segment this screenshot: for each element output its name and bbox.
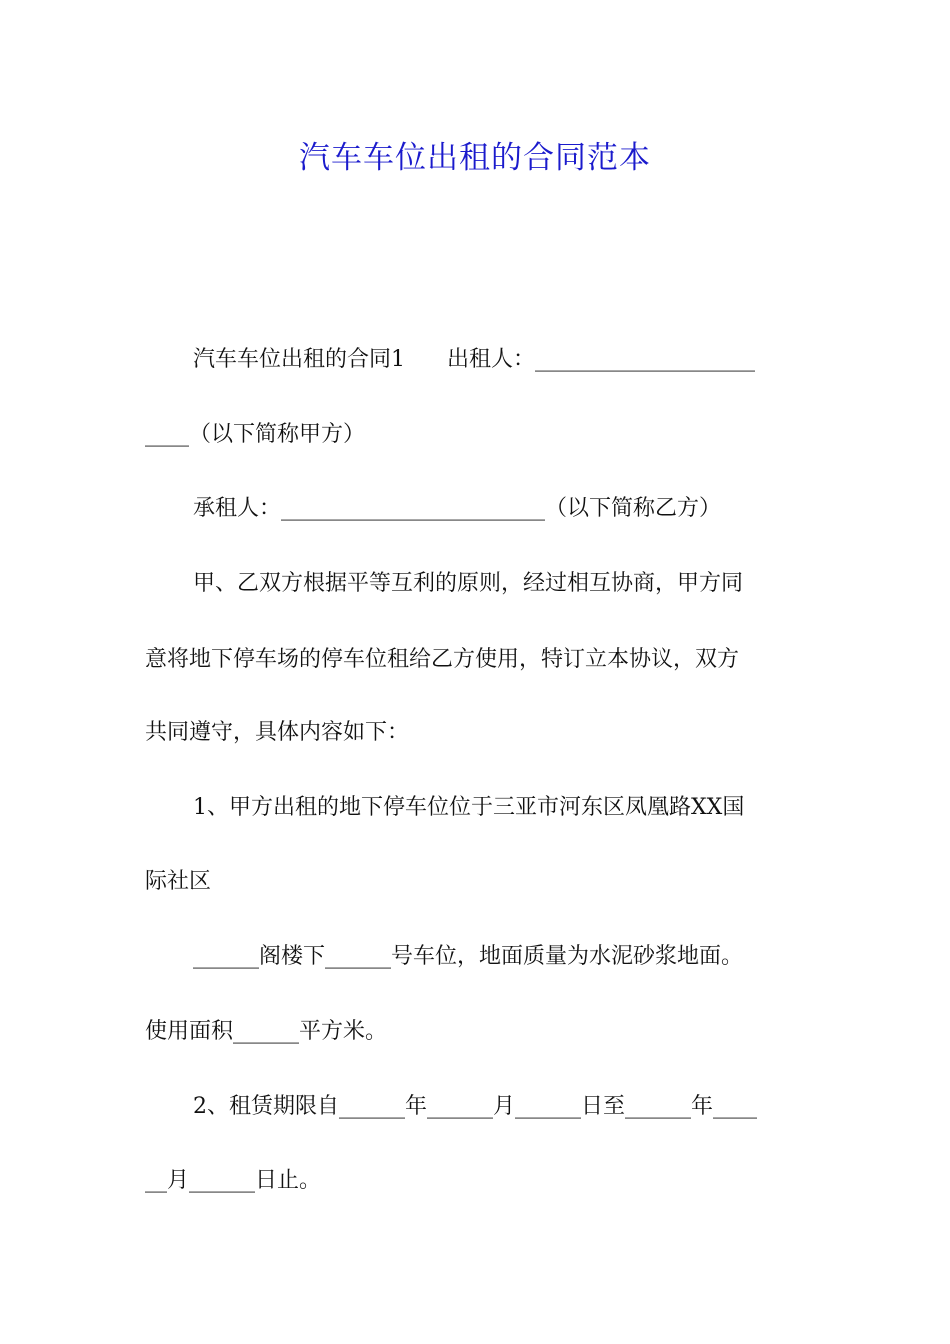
clause-1-continuation: 际社区 [145,869,212,894]
lessor-alias-line: ____（以下简称甲方） [145,422,366,447]
document-title: 汽车车位出租的合同范本 [299,140,651,176]
clause-1-line: 1、甲方出租的地下停车位位于三亚市河东区凤凰路XX国 [193,795,745,820]
paragraph-line: 共同遵守，具体内容如下： [145,720,410,745]
paragraph-line: 意将地下停车场的停车位租给乙方使用，特订立本协议，双方 [145,647,740,672]
area-line: 使用面积______平方米。 [145,1019,388,1044]
clause-2-continuation: __月______日止。 [145,1168,322,1193]
lessee-line: 承租人：________________________（以下简称乙方） [193,496,722,521]
contract-heading-line [193,345,813,375]
parking-spot-line: ______阁楼下______号车位，地面质量为水泥砂浆地面。 [193,944,744,969]
paragraph-line: 甲、乙双方根据平等互利的原则，经过相互协商，甲方同 [193,571,744,596]
clause-2-line: 2、租赁期限自______年______月______日至______年____ [193,1094,757,1119]
lessor-field: 出租人：____________________ [447,347,756,372]
contract-number-label: 汽车车位出租的合同1 [193,347,405,372]
